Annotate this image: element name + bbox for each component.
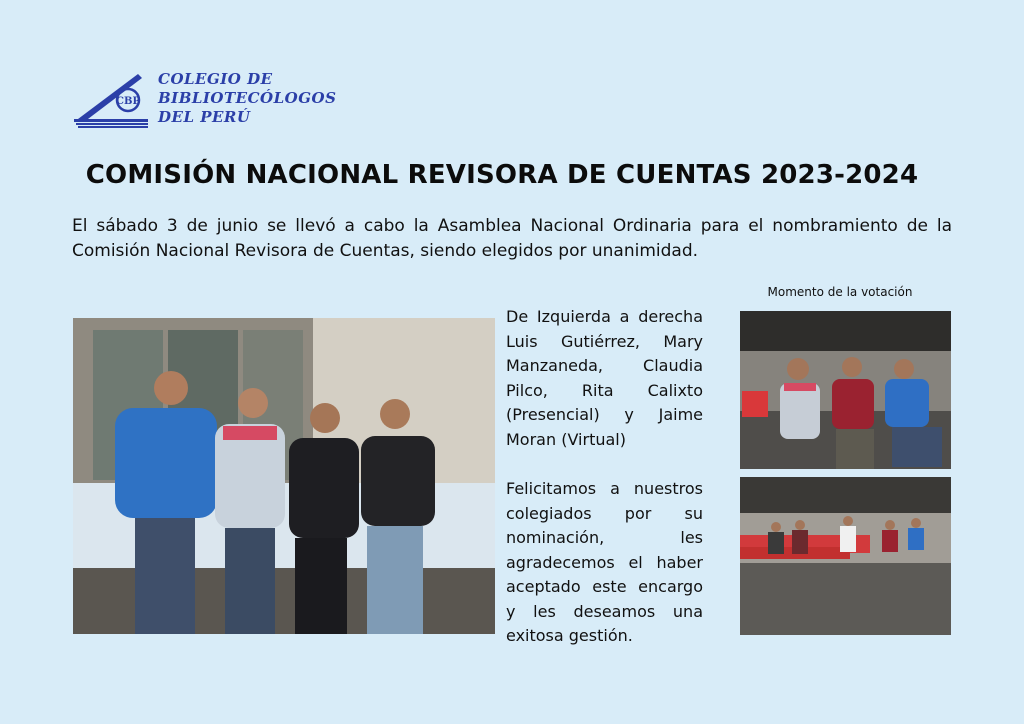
voting-photo-1 <box>740 311 951 469</box>
members-paragraph: De Izquierda a derecha Luis Gutiérrez, Mary Manzaneda, Claudia Pilco, Rita Calixto (Presencial) y Jaime Moran (Virtual) <box>506 307 703 449</box>
logo-line-1: COLEGIO DE <box>158 70 273 88</box>
logo-line-3: DEL PERÚ <box>158 108 251 126</box>
logo-text <box>158 70 336 127</box>
logo <box>72 70 342 132</box>
logo-line-2: BIBLIOTECÓLOGOS <box>158 89 337 107</box>
intro-paragraph: El sábado 3 de junio se llevó a cabo la Asamblea Nacional Ordinaria para el nombramiento de la Comisión Nacional Revisora de Cuentas, siendo elegidos por unanimidad. <box>72 216 952 261</box>
logo-mark-text: CBP <box>116 96 140 107</box>
congratulations-paragraph: Felicitamos a nuestros colegiados por su nominación, les agradecemos el haber aceptado este encargo y les deseamos una exitosa gestión. <box>506 479 703 645</box>
voting-caption: Momento de la votación <box>767 285 913 299</box>
logo-book-icon <box>72 72 158 128</box>
page-title: COMISIÓN NACIONAL REVISORA DE CUENTAS 2023-2024 <box>85 160 919 190</box>
group-photo <box>73 318 495 634</box>
voting-photo-2 <box>740 477 951 635</box>
